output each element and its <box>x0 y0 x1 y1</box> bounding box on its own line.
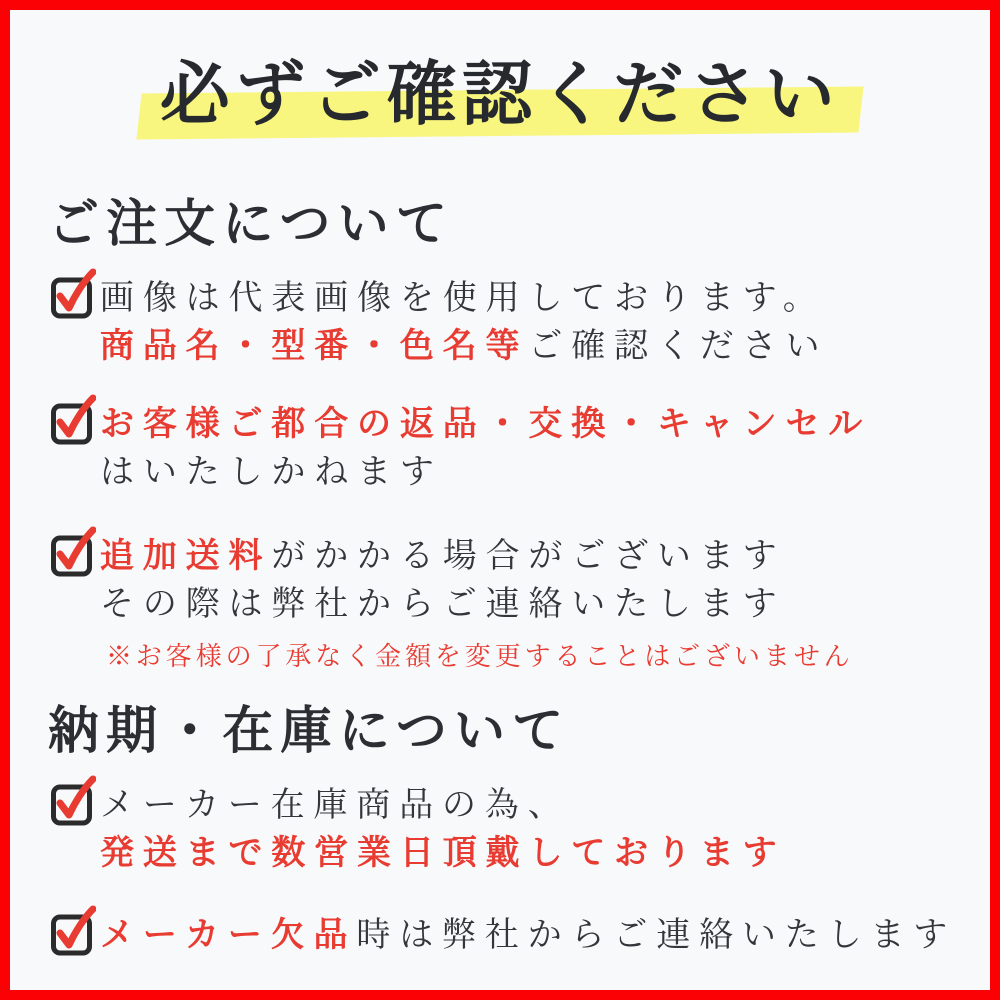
emphasis-red-segment: 追加送料 <box>100 538 272 576</box>
section-heading-stock: 納期・在庫について <box>48 704 571 761</box>
emphasis-red-segment: 商品名・型番・色名等 <box>100 328 529 366</box>
text-line <box>100 323 970 371</box>
notice-item-representative-image <box>52 275 970 371</box>
text-line <box>100 912 970 960</box>
checked-checkbox-icon <box>50 268 96 320</box>
text-segment: がかかる場合がございます <box>271 538 786 576</box>
notice-item-maker-shortage <box>52 912 970 960</box>
notice-item-maker-stock <box>52 782 970 878</box>
fine-print-note <box>106 639 970 675</box>
text-segment: はいたしかねます <box>100 454 443 492</box>
item-text <box>100 912 970 960</box>
emphasis-red-segment: メーカー欠品 <box>100 917 357 955</box>
text-line <box>100 782 970 830</box>
text-segment: 画像は代表画像を使用しております。 <box>100 280 826 318</box>
notice-item-extra-shipping <box>52 533 970 675</box>
text-segment: ご確認ください <box>528 328 829 366</box>
checked-checkbox-icon <box>50 775 96 827</box>
text-line <box>100 449 970 497</box>
item-text <box>100 533 970 675</box>
text-line <box>100 275 970 323</box>
text-segment: その際は弊社からご連絡いたします <box>100 586 786 624</box>
text-line <box>100 830 970 878</box>
text-segment: 時は弊社からご連絡いたします <box>356 917 957 955</box>
item-text <box>100 401 970 497</box>
item-text <box>100 782 970 878</box>
text-segment: メーカー在庫商品の為、 <box>100 787 571 825</box>
checked-checkbox-icon <box>50 394 96 446</box>
page-title: 必ずご確認ください <box>159 57 841 134</box>
checked-checkbox-icon <box>50 526 96 578</box>
text-line <box>100 401 970 449</box>
text-line <box>100 581 970 629</box>
emphasis-red-segment: お客様ご都合の返品・交換・キャンセル <box>100 406 872 444</box>
text-line <box>100 533 970 581</box>
note-text: ※お客様の了承なく金額を変更することはございません <box>106 642 854 672</box>
section-heading-order: ご注文について <box>48 197 454 253</box>
checked-checkbox-icon <box>50 905 96 957</box>
item-text <box>100 275 970 371</box>
emphasis-red-segment: 発送まで数営業日頂戴しております <box>100 835 786 873</box>
title-banner <box>10 46 990 146</box>
notice-item-returns <box>52 401 970 497</box>
